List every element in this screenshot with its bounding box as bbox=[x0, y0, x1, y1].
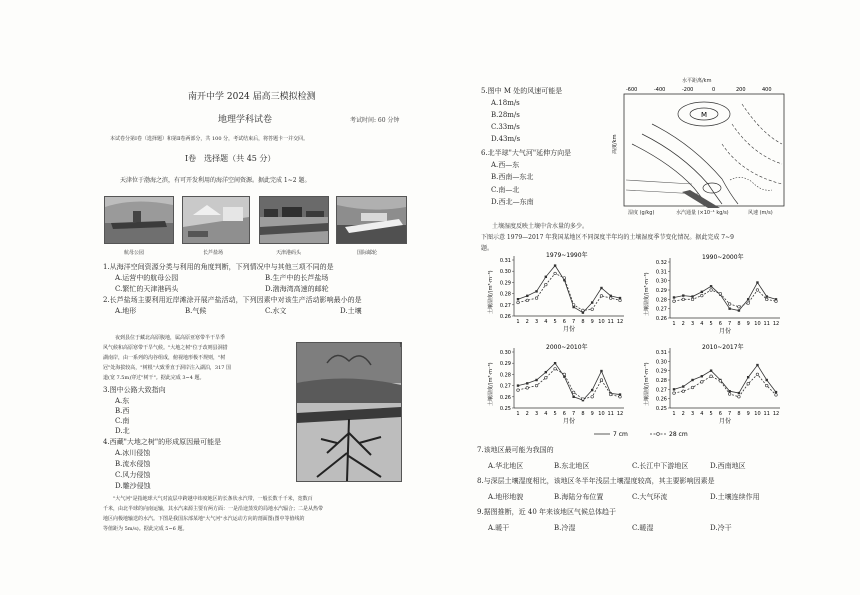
x-tick-label: 4 bbox=[700, 411, 704, 417]
x-tick-label: 7 bbox=[572, 411, 576, 417]
y-tick-label: 0.26 bbox=[655, 316, 667, 322]
subject-title: 地理学科试卷 bbox=[218, 115, 273, 125]
data-point-7cm bbox=[682, 294, 684, 296]
section-tick-5: 200 bbox=[736, 87, 746, 93]
y-tick-label: 0.30 bbox=[499, 269, 511, 276]
x-tick-label: 5 bbox=[709, 411, 713, 417]
data-point-28cm bbox=[563, 373, 566, 376]
x-tick-label: 10 bbox=[754, 321, 761, 327]
q9-option-a[interactable]: A.暖干 bbox=[488, 524, 510, 532]
data-point-7cm bbox=[691, 379, 693, 381]
data-point-28cm bbox=[591, 396, 594, 399]
x-tick-label: 6 bbox=[718, 321, 722, 327]
y-tick-label: 0.32 bbox=[655, 260, 667, 266]
series-line-7cm bbox=[518, 363, 620, 400]
data-point-7cm bbox=[517, 384, 519, 386]
x-tick-label: 8 bbox=[581, 319, 585, 325]
data-point-28cm bbox=[554, 368, 557, 371]
y-tick-label: 0.29 bbox=[499, 361, 511, 368]
data-point-7cm bbox=[554, 362, 556, 364]
data-point-7cm bbox=[701, 291, 703, 293]
chart-title: 1979~1990年 bbox=[546, 252, 588, 259]
x-tick-label: 11 bbox=[607, 411, 614, 417]
data-point-7cm bbox=[673, 388, 675, 390]
question-4: 4.西藏"大地之树"的形成原因最可能是 bbox=[103, 438, 222, 446]
q7-option-a[interactable]: A.华北地区 bbox=[488, 462, 524, 470]
data-point-7cm bbox=[728, 390, 730, 392]
time-note: 考试时间: 60 分钟 bbox=[350, 117, 400, 124]
x-axis-label: 月份 bbox=[562, 326, 576, 333]
intro-tibet-line-3: 湖南岸，由一系列的沟谷组成，俯视地形极不规则，"树 bbox=[103, 355, 226, 361]
data-point-28cm bbox=[609, 393, 612, 396]
data-point-7cm bbox=[710, 369, 712, 371]
data-point-28cm bbox=[682, 298, 685, 301]
soil-chart-1 bbox=[484, 248, 634, 340]
data-point-28cm bbox=[517, 389, 520, 392]
data-point-28cm bbox=[545, 376, 548, 379]
data-point-28cm bbox=[619, 299, 622, 302]
data-point-28cm bbox=[517, 301, 520, 304]
y-tick-label: 0.27 bbox=[499, 383, 511, 390]
data-point-28cm bbox=[535, 384, 538, 387]
data-point-7cm bbox=[535, 290, 537, 292]
data-point-7cm bbox=[747, 376, 749, 378]
section-top-label: 水平距离/km bbox=[682, 78, 712, 84]
data-point-28cm bbox=[756, 373, 759, 376]
data-point-28cm bbox=[526, 387, 529, 390]
photo-caption-2: 长芦盐场 bbox=[203, 250, 224, 256]
data-point-28cm bbox=[775, 394, 778, 397]
q7-option-c[interactable]: C.长江中下游地区 bbox=[632, 462, 689, 470]
legend-7cm: 7 cm bbox=[613, 431, 628, 438]
series-line-7cm bbox=[518, 266, 620, 313]
data-point-28cm bbox=[545, 283, 548, 286]
question-3: 3.图中公路大致指向 bbox=[103, 386, 166, 394]
data-point-7cm bbox=[756, 281, 758, 283]
data-point-28cm bbox=[756, 289, 759, 292]
x-tick-label: 11 bbox=[763, 411, 770, 417]
y-tick-label: 0.28 bbox=[499, 291, 511, 298]
question-1: 1.从海洋空间资源分类与利用的角度判断，下列情况中与其他三项不同的是 bbox=[103, 263, 334, 271]
q5-option-d[interactable]: D.43m/s bbox=[491, 135, 521, 143]
data-point-28cm bbox=[765, 384, 768, 387]
intro-river-line-3: 地区向极地输送的水汽。下图是我国东部某地"大气河"水汽运动方向的剖面图(图中等值线的 bbox=[103, 516, 305, 522]
question-7: 7.该地区最可能为我国的 bbox=[477, 446, 554, 454]
x-tick-label: 3 bbox=[534, 319, 539, 325]
soil-chart-2 bbox=[640, 250, 790, 342]
q4-option-c[interactable]: C.风力侵蚀 bbox=[115, 471, 151, 479]
data-point-28cm bbox=[582, 398, 585, 401]
x-tick-label: 6 bbox=[562, 319, 566, 325]
intro-soil-line-2: 下图示意 1979—2017 年我国某地区不同深度半年均的土壤湿度季节变化情况。据此完成 7~9 bbox=[481, 234, 734, 241]
x-tick-label: 10 bbox=[754, 411, 761, 417]
x-tick-label: 3 bbox=[690, 411, 695, 417]
x-tick-label: 1 bbox=[672, 411, 676, 417]
data-point-7cm bbox=[600, 370, 602, 372]
section-title: Ⅰ卷 选择题（共 45 分） bbox=[185, 154, 276, 163]
x-tick-label: 2 bbox=[681, 321, 685, 327]
data-point-28cm bbox=[582, 309, 585, 312]
q1-option-b[interactable]: B.生产中的长芦盐场 bbox=[265, 274, 329, 282]
data-point-28cm bbox=[535, 297, 538, 300]
data-point-28cm bbox=[738, 306, 741, 309]
x-tick-label: 10 bbox=[598, 411, 605, 417]
soil-chart-3 bbox=[484, 340, 634, 432]
q4-option-b[interactable]: B.流水侵蚀 bbox=[115, 460, 151, 468]
y-tick-label: 0.28 bbox=[655, 297, 667, 304]
x-tick-label: 3 bbox=[534, 411, 539, 417]
x-tick-label: 11 bbox=[763, 321, 770, 327]
x-tick-label: 9 bbox=[746, 411, 750, 417]
data-point-28cm bbox=[563, 277, 566, 280]
north-arrow-icon: ↑ bbox=[398, 342, 404, 349]
section-tick-2: -400 bbox=[654, 87, 666, 93]
data-point-7cm bbox=[526, 295, 528, 297]
series-line-7cm bbox=[674, 283, 776, 311]
x-tick-label: 4 bbox=[544, 411, 548, 417]
data-point-7cm bbox=[591, 301, 593, 303]
x-tick-label: 4 bbox=[544, 319, 548, 325]
data-point-28cm bbox=[591, 308, 594, 311]
x-tick-label: 5 bbox=[553, 411, 557, 417]
intro-soil-line-1: 土壤湿度反映土壤中含水量的多少。 bbox=[492, 223, 589, 230]
data-point-28cm bbox=[691, 298, 694, 301]
x-tick-label: 1 bbox=[516, 411, 520, 417]
y-tick-label: 0.31 bbox=[655, 269, 667, 276]
x-axis-label: 月份 bbox=[718, 328, 732, 335]
q9-option-b[interactable]: B.冷湿 bbox=[554, 524, 576, 532]
data-point-7cm bbox=[545, 371, 547, 373]
q5-option-c[interactable]: C.33m/s bbox=[491, 123, 520, 131]
y-tick-label: 0.25 bbox=[655, 406, 667, 412]
x-tick-label: 2 bbox=[681, 411, 685, 417]
y-tick-label: 0.27 bbox=[655, 306, 667, 313]
q8-option-d[interactable]: D.土壤连续作用 bbox=[710, 493, 760, 501]
x-tick-label: 7 bbox=[728, 411, 732, 417]
data-point-7cm bbox=[747, 298, 749, 300]
photo-caption-4: 国际邮轮 bbox=[357, 250, 378, 256]
q6-option-b[interactable]: B.西南—东北 bbox=[491, 173, 534, 181]
instructions: 本试卷分第Ⅰ卷（选择题）和第Ⅱ卷两部分，共 100 分，考试结束后，将答题卡一并交回。 bbox=[110, 136, 309, 142]
q7-option-b[interactable]: B.东北地区 bbox=[554, 462, 590, 470]
data-point-28cm bbox=[673, 392, 676, 395]
x-tick-label: 10 bbox=[598, 319, 605, 325]
soil-chart-4 bbox=[640, 340, 790, 432]
data-point-28cm bbox=[691, 386, 694, 389]
q5-option-b[interactable]: B.28m/s bbox=[491, 111, 520, 119]
data-point-7cm bbox=[682, 385, 684, 387]
x-tick-label: 12 bbox=[616, 411, 624, 417]
q6-option-d[interactable]: D.西北—东南 bbox=[491, 198, 534, 206]
data-point-28cm bbox=[600, 379, 603, 382]
y-tick-label: 0.30 bbox=[655, 359, 667, 366]
q4-option-a[interactable]: A.冰川侵蚀 bbox=[115, 449, 151, 457]
q2-option-c[interactable]: C.水文 bbox=[265, 307, 287, 315]
y-tick-label: 0.26 bbox=[499, 314, 511, 320]
atmospheric-river-section bbox=[612, 84, 792, 222]
q3-option-d[interactable]: D.北 bbox=[115, 427, 130, 435]
data-point-28cm bbox=[775, 300, 778, 303]
y-tick-label: 0.26 bbox=[499, 394, 511, 401]
aircraft-carrier-photo bbox=[104, 196, 174, 244]
x-tick-label: 6 bbox=[718, 411, 722, 417]
section-tick-1: -600 bbox=[626, 87, 638, 93]
x-tick-label: 3 bbox=[690, 321, 695, 327]
y-tick-label: 0.27 bbox=[655, 387, 667, 394]
y-tick-label: 0.28 bbox=[499, 372, 511, 379]
section-legend-1: 湿度 (g/kg) bbox=[628, 210, 655, 216]
q2-option-a[interactable]: A.地形 bbox=[115, 307, 137, 315]
data-point-28cm bbox=[719, 380, 722, 383]
y-tick-label: 0.29 bbox=[499, 280, 511, 287]
data-point-7cm bbox=[738, 392, 740, 394]
question-5: 5.图中 M 处的风速可能是 bbox=[481, 87, 563, 95]
q1-option-c[interactable]: C.繁忙的天津港码头 bbox=[115, 285, 179, 293]
x-tick-label: 9 bbox=[746, 321, 750, 327]
y-tick-label: 0.30 bbox=[655, 278, 667, 285]
tianjin-port-photo bbox=[259, 196, 329, 244]
y-tick-label: 0.31 bbox=[655, 350, 667, 356]
y-tick-label: 0.29 bbox=[655, 368, 667, 375]
x-tick-label: 6 bbox=[562, 411, 566, 417]
data-point-28cm bbox=[701, 294, 704, 297]
y-tick-label: 0.30 bbox=[499, 350, 511, 356]
x-tick-label: 12 bbox=[772, 411, 780, 417]
data-point-7cm bbox=[572, 396, 574, 398]
x-tick-label: 7 bbox=[728, 321, 732, 327]
data-point-7cm bbox=[691, 295, 693, 297]
chart-title: 2010~2017年 bbox=[702, 344, 744, 351]
data-point-7cm bbox=[756, 364, 758, 366]
data-point-7cm bbox=[673, 296, 675, 298]
intro-river-line-4: 等值距为 5m/s)。据此完成 5~6 题。 bbox=[103, 526, 188, 532]
data-point-28cm bbox=[765, 298, 768, 301]
data-point-7cm bbox=[775, 391, 777, 393]
cruise-ship-photo bbox=[336, 196, 407, 244]
data-point-28cm bbox=[728, 303, 731, 306]
data-point-28cm bbox=[600, 295, 603, 298]
x-tick-label: 8 bbox=[737, 321, 741, 327]
intro-soil-line-3: 题。 bbox=[481, 245, 494, 252]
q6-option-c[interactable]: C.南—北 bbox=[491, 186, 520, 194]
data-point-28cm bbox=[747, 302, 750, 305]
data-point-7cm bbox=[517, 298, 519, 300]
data-point-28cm bbox=[728, 393, 731, 396]
y-tick-label: 0.31 bbox=[499, 258, 511, 264]
earth-tree-photo bbox=[296, 342, 402, 482]
q3-option-c[interactable]: C.南 bbox=[115, 417, 130, 425]
q4-option-d[interactable]: D.雕沙侵蚀 bbox=[115, 482, 151, 490]
chart-title: 1990~2000年 bbox=[702, 254, 744, 261]
x-tick-label: 1 bbox=[516, 319, 520, 325]
x-axis-label: 月份 bbox=[718, 418, 732, 425]
data-point-7cm bbox=[701, 375, 703, 377]
x-tick-label: 8 bbox=[737, 411, 741, 417]
intro-tibet-line-5: 道(宽 7.5m)穿过"树干"。据此完成 3~4 题。 bbox=[103, 375, 205, 381]
q3-option-a[interactable]: A.东 bbox=[115, 397, 130, 405]
legend-28cm: 28 cm bbox=[669, 431, 688, 438]
q8-option-b[interactable]: B.海陆分布位置 bbox=[554, 493, 604, 501]
data-point-7cm bbox=[535, 379, 537, 381]
q1-option-d[interactable]: D.渤海湾高速的邮轮 bbox=[265, 285, 329, 293]
x-tick-label: 5 bbox=[553, 319, 557, 325]
intro-tibet-line-2: 风气候和高原寒带干旱气候。"大地之树"位于改则县洞措 bbox=[103, 345, 228, 351]
x-tick-label: 8 bbox=[581, 411, 585, 417]
data-point-28cm bbox=[747, 382, 750, 385]
chart-title: 2000~2010年 bbox=[546, 344, 588, 351]
data-point-28cm bbox=[682, 390, 685, 393]
intro-tibet-line-1: 夜到县位于藏北高原腹地，属高原亚寒带半干旱季 bbox=[115, 335, 226, 341]
x-tick-label: 11 bbox=[607, 319, 614, 325]
data-point-7cm bbox=[710, 285, 712, 287]
data-point-28cm bbox=[673, 300, 676, 303]
data-point-7cm bbox=[545, 276, 547, 278]
q1-option-a[interactable]: A.运营中的航母公园 bbox=[115, 274, 179, 282]
x-tick-label: 9 bbox=[590, 411, 594, 417]
x-tick-label: 9 bbox=[590, 319, 594, 325]
data-point-7cm bbox=[554, 264, 556, 266]
x-tick-label: 7 bbox=[572, 319, 576, 325]
section-tick-6: 400 bbox=[762, 87, 772, 93]
question-6: 6.北半球"大气河"延伸方向是 bbox=[481, 149, 572, 157]
data-point-7cm bbox=[766, 379, 768, 381]
x-tick-label: 4 bbox=[700, 321, 704, 327]
question-9: 9.据图推断，近 40 年来该地区气候总体趋于 bbox=[477, 508, 617, 516]
data-point-28cm bbox=[719, 292, 722, 295]
series-line-28cm bbox=[518, 273, 620, 310]
data-point-7cm bbox=[728, 307, 730, 309]
x-tick-label: 2 bbox=[525, 319, 529, 325]
y-axis-label: 土壤湿度/(m³·m⁻³) bbox=[488, 270, 494, 314]
x-axis-label: 月份 bbox=[562, 418, 576, 425]
data-point-28cm bbox=[609, 297, 612, 300]
q8-option-c[interactable]: C.大气环流 bbox=[632, 493, 668, 501]
x-tick-label: 2 bbox=[525, 411, 529, 417]
q2-option-b[interactable]: B.气候 bbox=[185, 307, 207, 315]
q5-option-a[interactable]: A.18m/s bbox=[491, 99, 520, 107]
q2-option-d[interactable]: D.土壤 bbox=[340, 307, 362, 315]
intro-tibet-line-4: 冠"处海拔较高，"树根"大致垂直于洞岸注入湖泊，317 国 bbox=[103, 365, 232, 371]
section-marker: M bbox=[701, 111, 708, 119]
data-point-28cm bbox=[619, 396, 622, 399]
section-y-label: 高度/km bbox=[612, 134, 618, 154]
data-point-28cm bbox=[710, 375, 713, 378]
intro-river-line-1: "大气河"是指地球大气对流层中跨越中纬度地区的长条状水汽带，一般长数千千米，宽数百 bbox=[113, 496, 313, 502]
q7-option-d[interactable]: D.西南地区 bbox=[710, 462, 746, 470]
section-tick-3: -200 bbox=[682, 87, 694, 93]
photo-caption-3: 天津港码头 bbox=[276, 250, 302, 256]
series-line-28cm bbox=[518, 369, 620, 399]
question-2: 2.长芦盐场主要利用近岸滩涂开展产盐活动，下列因素中对该生产活动影响最小的是 bbox=[103, 296, 362, 304]
question-8: 8.与深层土壤湿度相比，该地区冬半年浅层土壤湿度较高，其主要影响因素是 bbox=[477, 477, 715, 485]
school-title: 南开中学 2024 届高三模拟检测 bbox=[188, 92, 316, 102]
y-tick-label: 0.27 bbox=[499, 302, 511, 309]
y-axis-label: 土壤湿度/(m³·m⁻³) bbox=[644, 272, 650, 316]
q8-option-a[interactable]: A.地形地貌 bbox=[488, 493, 524, 501]
q9-option-c[interactable]: C.暖湿 bbox=[632, 524, 654, 532]
data-point-7cm bbox=[738, 309, 740, 311]
x-tick-label: 12 bbox=[616, 319, 624, 325]
y-tick-label: 0.25 bbox=[499, 406, 511, 412]
y-tick-label: 0.26 bbox=[655, 396, 667, 403]
data-point-28cm bbox=[572, 304, 575, 307]
intro-river-line-2: 千米，由北半球的向南运输，其水汽来源主要有两方面：一是沿途蒸发的局地水汽辐合；二是从热带 bbox=[103, 506, 324, 512]
x-tick-label: 1 bbox=[672, 321, 676, 327]
data-point-7cm bbox=[766, 295, 768, 297]
y-tick-label: 0.28 bbox=[655, 378, 667, 384]
data-point-28cm bbox=[554, 272, 557, 275]
soil-legend bbox=[592, 428, 702, 440]
q9-option-d[interactable]: D.冷干 bbox=[710, 524, 732, 532]
intro-tianjin: 天津位于渤海之滨，有可开发利用的海洋空间资源。据此完成 1~2 题。 bbox=[120, 177, 311, 184]
x-tick-label: 12 bbox=[772, 321, 780, 327]
salt-field-photo bbox=[182, 196, 250, 244]
data-point-28cm bbox=[572, 391, 575, 394]
photo-caption-1: 航母公园 bbox=[124, 250, 145, 256]
data-point-7cm bbox=[600, 287, 602, 289]
data-point-28cm bbox=[710, 289, 713, 292]
x-tick-label: 5 bbox=[709, 321, 713, 327]
q6-option-a[interactable]: A.西—东 bbox=[491, 161, 520, 169]
y-axis-label: 土壤湿度/(m³·m⁻³) bbox=[488, 362, 494, 406]
section-legend-3: 风速 (m/s) bbox=[748, 210, 773, 216]
y-tick-label: 0.29 bbox=[655, 288, 667, 294]
series-line-28cm bbox=[674, 290, 776, 307]
y-axis-label: 土壤湿度/(m³·m⁻³) bbox=[644, 362, 650, 406]
data-point-28cm bbox=[526, 299, 529, 302]
data-point-7cm bbox=[526, 382, 528, 384]
data-point-28cm bbox=[701, 381, 704, 384]
data-point-28cm bbox=[738, 396, 741, 399]
section-tick-4: 0 bbox=[712, 87, 716, 93]
data-point-7cm bbox=[591, 389, 593, 391]
q3-option-b[interactable]: B.西 bbox=[115, 407, 130, 415]
section-legend-2: 水汽通量 (×10⁻¹ kg/s) bbox=[676, 210, 729, 216]
